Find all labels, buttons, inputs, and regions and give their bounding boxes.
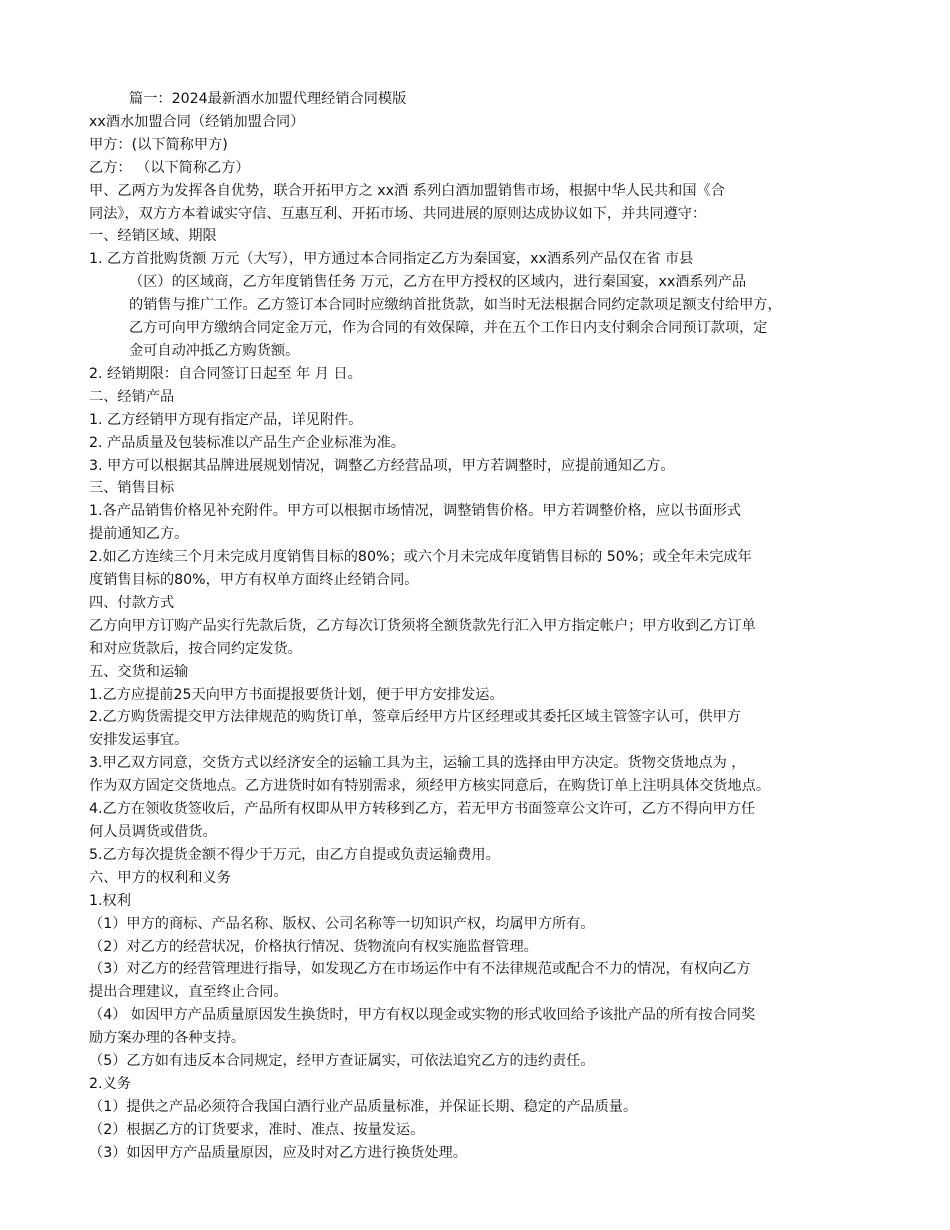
text-line: 和对应货款后，按合同约定发货。 [89,640,302,657]
text-line: 1.乙方应提前25天向甲方书面提报要货计划，便于甲方安排发运。 [89,686,504,703]
text-line: 乙方向甲方订购产品实行先款后货，乙方每次订货须将全额货款先行汇入甲方指定帐户；甲方收到乙方订单 [89,617,756,634]
text-line: 2. 经销期限：自合同签订日起至 年 月 日。 [89,365,362,382]
text-line: 作为双方固定交货地点。乙方进货时如有特别需求，须经甲方核实同意后，在购货订单上注明具体交货地点。 [89,778,771,795]
text-line: （3）如因甲方产品质量原因，应及时对乙方进行换货处理。 [89,1144,467,1161]
text-line: 金可自动冲抵乙方购货额。 [129,342,300,359]
text-line: 何人员调货或借货。 [89,824,217,840]
text-line: 2.乙方购货需提交甲方法律规范的购货订单，签章后经甲方片区经理或其委托区域主管签字认可，供甲方 [89,709,741,726]
document-title: 篇一：2024最新酒水加盟代理经销合同模版 [129,91,407,107]
text-line: 安排发运事宜。 [89,732,189,749]
text-line: 的销售与推广工作。乙方签订本合同时应缴纳首批货款，如当时无法根据合同约定款项足额支付给甲方， [129,297,782,314]
text-line: （2）根据乙方的订货要求，准时、准点、按量发运。 [89,1121,425,1138]
text-line: 1. 乙方首批购货额 万元（大写），甲方通过本合同指定乙方为秦国宴，xx酒系列产品仅在省 市县 [89,251,694,268]
text-line: 提出合理建议，直至终止合同。 [89,984,288,1001]
text-line: 2.义务 [89,1075,131,1092]
text-line: 三、销售目标 [89,480,175,497]
text-line: 甲方：(以下简称甲方) [89,136,228,153]
text-line: 度销售目标的80%，甲方有权单方面终止经销合同。 [89,572,419,589]
document-body [89,88,879,1165]
text-line: 励方案办理的各种支持。 [89,1030,246,1047]
text-line: （4） 如因甲方产品质量原因发生换货时，甲方有权以现金或实物的形式收回给予该批产品的所有按合同奖 [89,1007,756,1024]
text-line: （1）甲方的商标、产品名称、版权、公司名称等一切知识产权，均属甲方所有。 [89,915,595,932]
text-line: 提前通知乙方。 [89,526,189,543]
text-line: 一、经销区域、期限 [89,228,217,245]
text-line: xx酒水加盟合同（经销加盟合同） [89,113,305,130]
text-line: 六、甲方的权利和义务 [89,869,231,886]
text-line: 1. 乙方经销甲方现有指定产品，详见附件。 [89,411,363,428]
text-line: 3.甲乙双方同意，交货方式以经济安全的运输工具为主，运输工具的选择由甲方决定。货物交货地点为 ， [89,755,746,772]
text-line: 2. 产品质量及包装标准以产品生产企业标准为准。 [89,434,405,451]
text-line: 五、交货和运输 [89,663,189,680]
text-line: 4.乙方在领收货签收后，产品所有权即从甲方转移到乙方，若无甲方书面签章公文许可，乙方不得向甲方任 [89,801,756,818]
text-line: 乙方： （以下简称乙方） [89,159,250,176]
text-line: （3）对乙方的经营管理进行指导，如发现乙方在市场运作中有不法律规范或配合不力的情况，有权向乙方 [89,961,751,978]
text-line: 二、经销产品 [89,388,175,405]
text-line: 乙方可向甲方缴纳合同定金万元，作为合同的有效保障，并在五个工作日内支付剩余合同预订款项，定 [129,320,768,337]
text-line: （区）的区域商，乙方年度销售任务 万元，乙方在甲方授权的区域内，进行秦国宴，xx酒系列产品 [129,274,747,291]
text-line: 2.如乙方连续三个月未完成月度销售目标的80%；或六个月未完成年度销售目标的 50%；或全年未完成年 [89,549,752,566]
text-line: （1）提供之产品必须符合我国白酒行业产品质量标准，并保证长期、稳定的产品质量。 [89,1098,638,1115]
text-line: 1.权利 [89,892,131,909]
text-line: 同法》，双方方本着诚实守信、互惠互利、开拓市场、共同进展的原则达成协议如下，并共同遵守： [89,205,707,222]
text-line: （5）乙方如有违反本合同规定，经甲方查证属实，可依法追究乙方的违约责任。 [89,1053,595,1070]
text-line: 甲、乙两方为发挥各自优势，联合开拓甲方之 xx酒 系列白酒加盟销售市场，根据中华人民共和国《合 [89,182,725,199]
text-line: 1.各产品销售价格见补充附件。甲方可以根据市场情况，调整销售价格。甲方若调整价格，应以书面形式 [89,503,741,520]
text-line: 3. 甲方可以根据其品牌进展规划情况，调整乙方经营品项，甲方若调整时，应提前通知乙方。 [89,457,675,474]
text-line: （2）对乙方的经营状况，价格执行情况、货物流向有权实施监督管理。 [89,938,538,955]
text-line: 四、付款方式 [89,594,175,611]
text-line: 5.乙方每次提货金额不得少于万元，由乙方自提或负责运输费用。 [89,846,500,863]
